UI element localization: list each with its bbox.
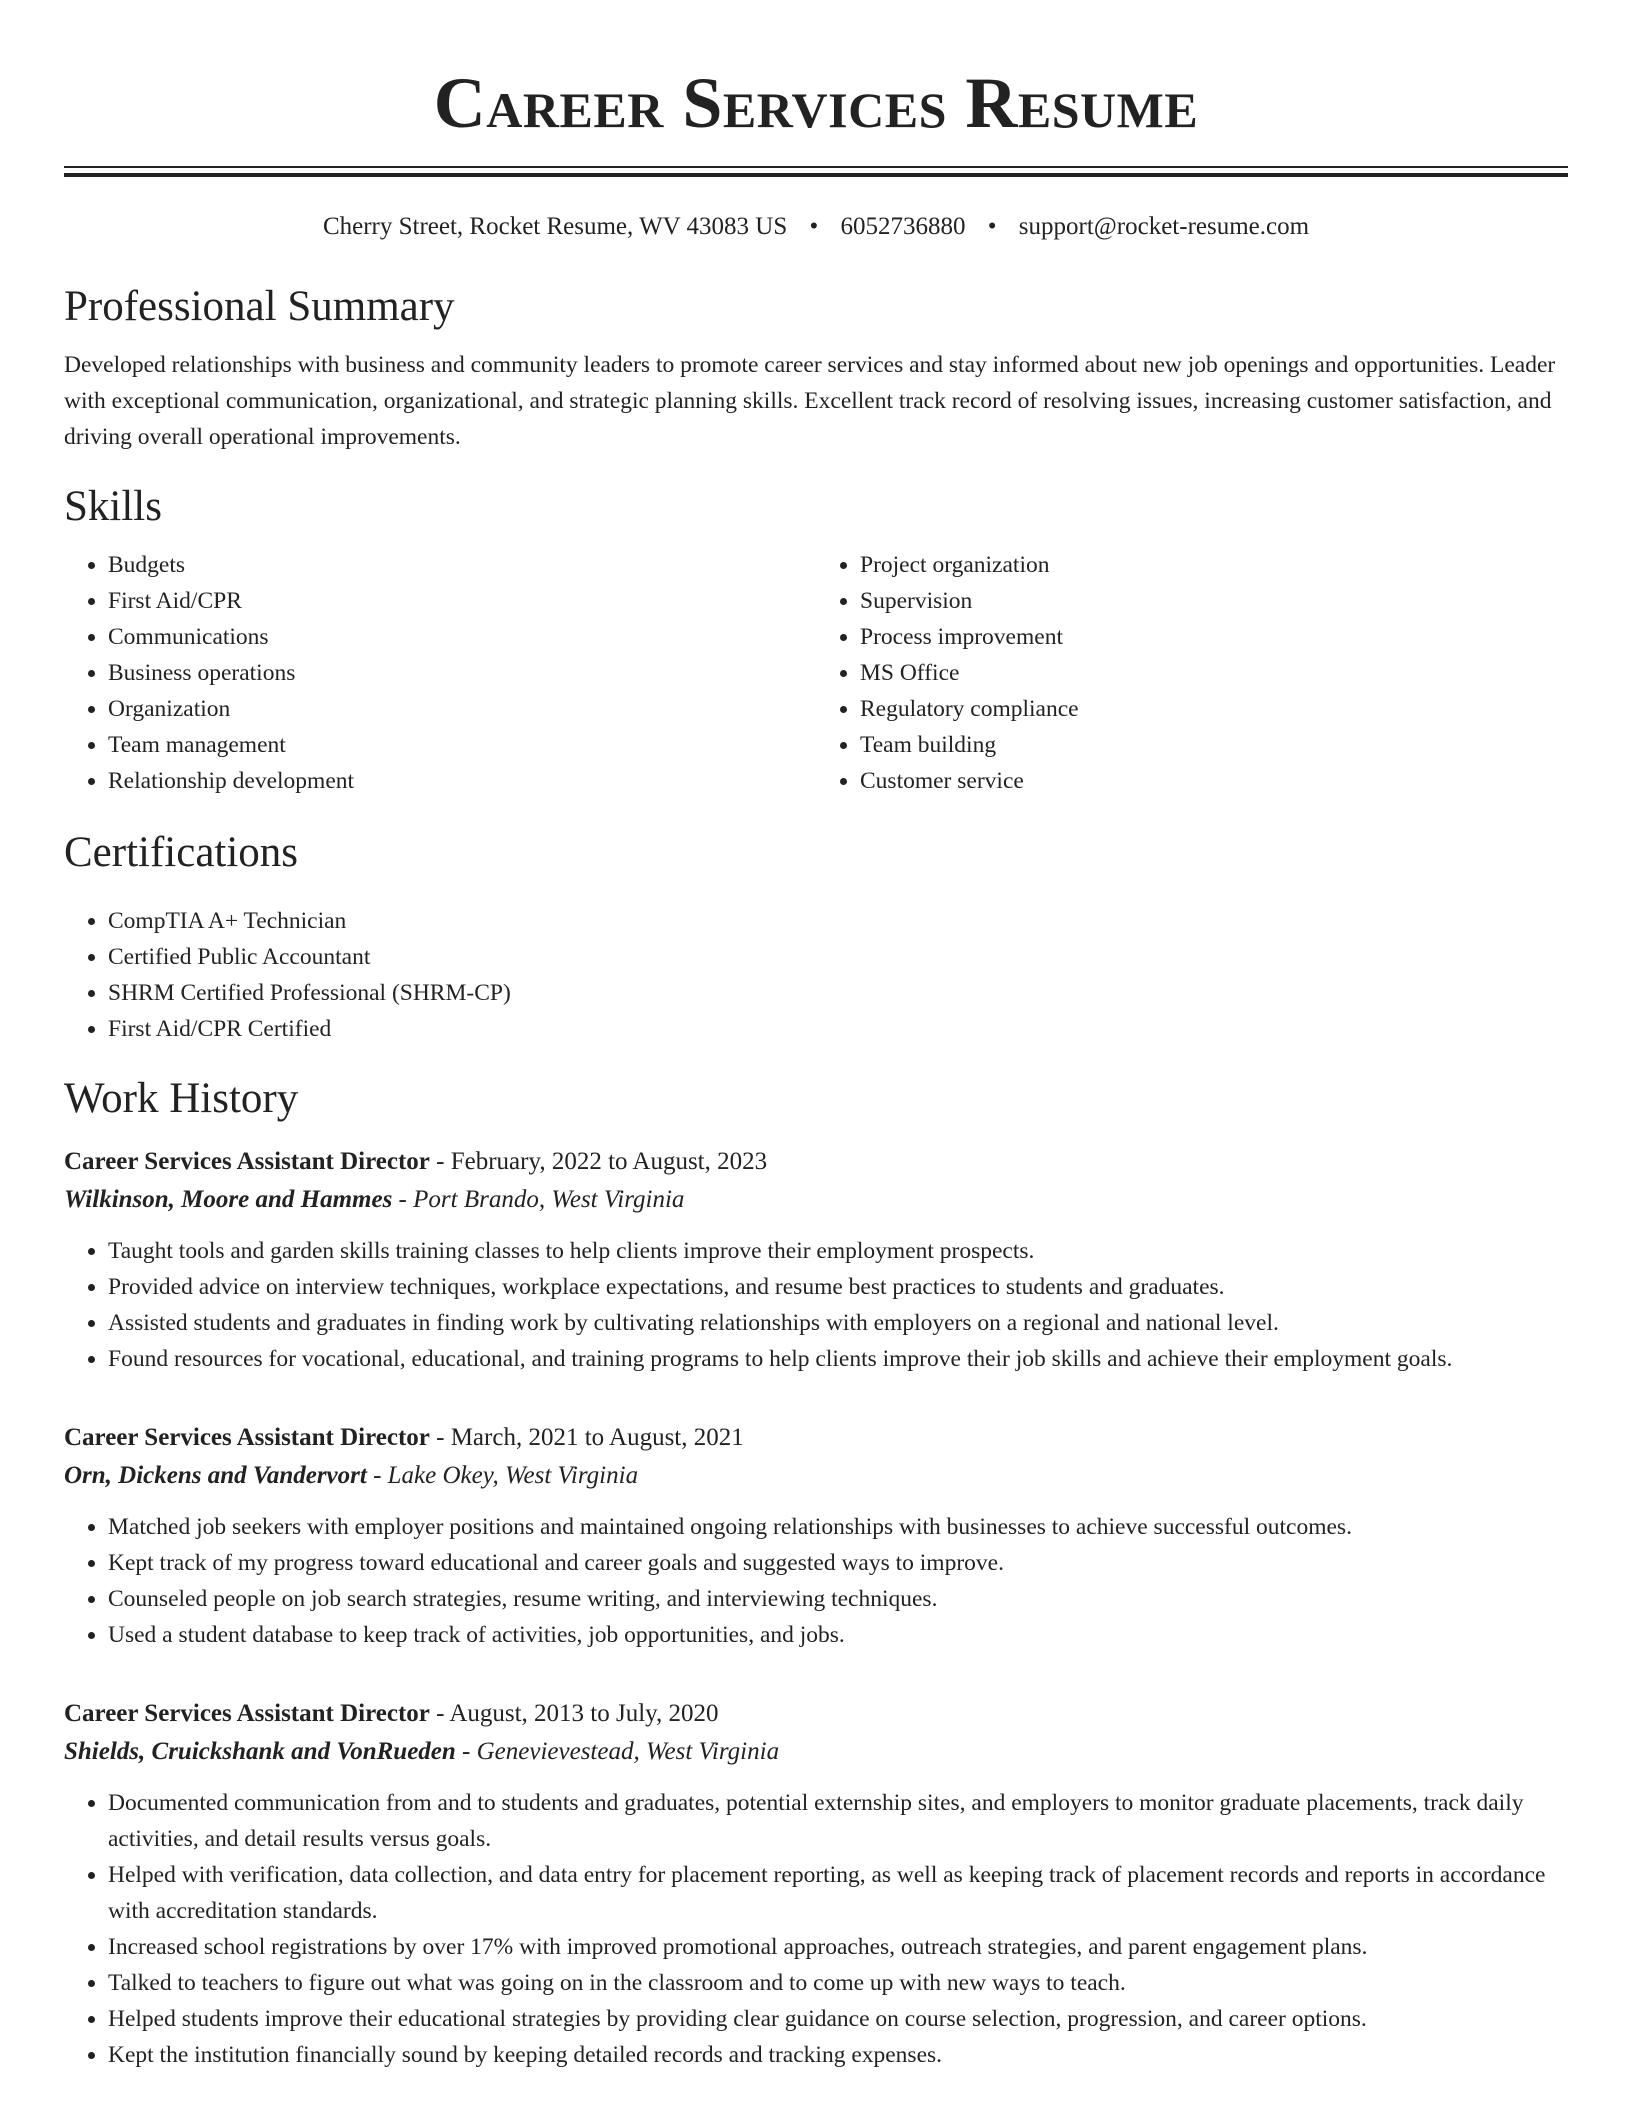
skills-grid [64, 547, 1568, 799]
skill-item: • Organization [108, 691, 816, 727]
skill-item: • Project organization [860, 547, 1568, 583]
summary-text: Developed relationships with business and community leaders to promote career services and stay informed about new job openings and opportunities. Leader with exceptional communication, organizational, and strategic planning skills. Excellent track record of resolving issues, increasing customer satisfaction, and driving overall operational improvements. [64, 352, 1556, 450]
certification-item: • Certified Public Accountant [108, 939, 1568, 975]
job-entry [64, 1695, 1568, 2073]
work-history-heading: Work History [64, 1075, 299, 1122]
summary-heading: Professional Summary [64, 283, 455, 330]
skills-list-right [816, 547, 1568, 799]
skill-item: • Process improvement [860, 619, 1568, 655]
job-duty: • Documented communication from and to students and graduates, potential externship sites, and employers to monitor graduate placements, track daily activities, and detail results versus goals. [108, 1785, 1568, 1857]
job-duty: • Matched job seekers with employer positions and maintained ongoing relationships with businesses to achieve successful outcomes. [108, 1509, 1568, 1545]
contact-separator: • [809, 213, 819, 240]
job-duty: • Taught tools and garden skills training classes to help clients improve their employment prospects. [108, 1233, 1568, 1269]
skill-item: • Regulatory compliance [860, 691, 1568, 727]
skill-item: • Communications [108, 619, 816, 655]
job-duties-list [64, 1785, 1568, 2073]
skill-item: • Relationship development [108, 763, 816, 799]
certification-item: • SHRM Certified Professional (SHRM-CP) [108, 975, 1568, 1011]
company-header [64, 1457, 1568, 1495]
job-entry [64, 1143, 1568, 1377]
job-header [64, 1695, 1568, 1733]
job-dates: - February, 2022 to August, 2023 [436, 1148, 768, 1175]
job-duty: • Increased school registrations by over 17% with improved promotional approaches, outreach strategies, and parent engagement plans. [108, 1929, 1568, 1965]
job-header [64, 1419, 1568, 1457]
job-role: Career Services Assistant Director [64, 1424, 430, 1451]
skill-item: • Supervision [860, 583, 1568, 619]
certifications-list [64, 903, 1568, 1047]
contact-phone: 6052736880 [840, 213, 966, 240]
skill-item: • First Aid/CPR [108, 583, 816, 619]
certification-item: • First Aid/CPR Certified [108, 1011, 1568, 1047]
job-duty: • Talked to teachers to figure out what was going on in the classroom and to come up with new ways to teach. [108, 1965, 1568, 2001]
skills-list-left [64, 547, 816, 799]
job-duty: • Assisted students and graduates in finding work by cultivating relationships with employers on a regional and national level. [108, 1305, 1568, 1341]
contact-address: Cherry Street, Rocket Resume, WV 43083 US [322, 213, 788, 240]
company-header [64, 1181, 1568, 1219]
company-location: - Genevievestead, West Virginia [462, 1738, 780, 1765]
resume-title: Career Services Resume [433, 63, 1199, 143]
job-duty: • Helped students improve their educational strategies by providing clear guidance on course selection, progression, and career options. [108, 2001, 1568, 2037]
job-duties-list [64, 1509, 1568, 1653]
job-duty: • Kept track of my progress toward educational and career goals and suggested ways to improve. [108, 1545, 1568, 1581]
company-location: - Lake Okey, West Virginia [373, 1462, 639, 1489]
skill-item: • Team management [108, 727, 816, 763]
company-location: - Port Brando, West Virginia [398, 1186, 685, 1213]
job-entry [64, 1419, 1568, 1653]
job-duty: • Found resources for vocational, educational, and training programs to help clients improve their job skills and achieve their employment goals. [108, 1341, 1568, 1377]
job-duty: • Helped with verification, data collection, and data entry for placement reporting, as well as keeping track of placement records and reports in accordance with accreditation standards. [108, 1857, 1568, 1929]
job-dates: - March, 2021 to August, 2021 [436, 1424, 744, 1451]
contact-email: support@rocket-resume.com [1018, 213, 1310, 240]
skill-item: • Business operations [108, 655, 816, 691]
job-duty: • Provided advice on interview techniques, workplace expectations, and resume best practices to students and graduates. [108, 1269, 1568, 1305]
header-divider [64, 166, 1568, 177]
job-role: Career Services Assistant Director [64, 1148, 430, 1175]
certifications-heading: Certifications [64, 829, 299, 876]
company-name: Wilkinson, Moore and Hammes [64, 1186, 393, 1213]
job-duty: • Counseled people on job search strategies, resume writing, and interviewing techniques. [108, 1581, 1568, 1617]
job-role: Career Services Assistant Director [64, 1700, 430, 1727]
company-name: Orn, Dickens and Vandervort [64, 1462, 367, 1489]
job-dates: - August, 2013 to July, 2020 [436, 1700, 719, 1727]
job-duties-list [64, 1233, 1568, 1377]
contact-line [64, 211, 1568, 243]
company-name: Shields, Cruickshank and VonRueden [64, 1738, 456, 1765]
company-header [64, 1733, 1568, 1771]
skill-item: • Budgets [108, 547, 816, 583]
certification-item: • CompTIA A+ Technician [108, 903, 1568, 939]
skill-item: • Customer service [860, 763, 1568, 799]
job-header [64, 1143, 1568, 1181]
skills-heading: Skills [64, 483, 162, 530]
skill-item: • MS Office [860, 655, 1568, 691]
job-duty: • Used a student database to keep track of activities, job opportunities, and jobs. [108, 1617, 1568, 1653]
contact-separator: • [987, 213, 997, 240]
skill-item: • Team building [860, 727, 1568, 763]
job-duty: • Kept the institution financially sound by keeping detailed records and tracking expenses. [108, 2037, 1568, 2073]
